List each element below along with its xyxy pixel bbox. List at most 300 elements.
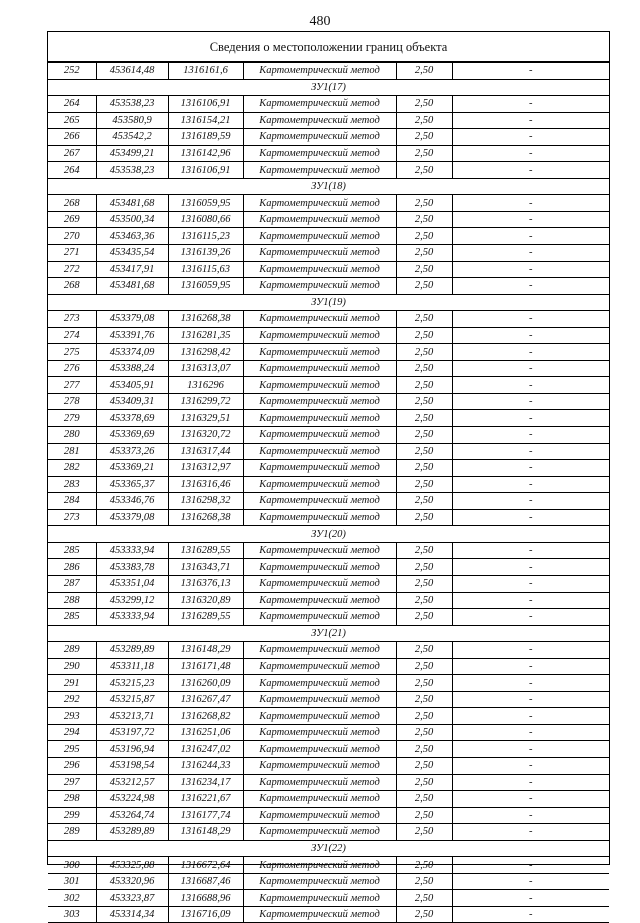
point-number-cell: 270 bbox=[48, 228, 96, 245]
table-row bbox=[48, 327, 609, 344]
extra-cell: - bbox=[452, 575, 609, 592]
table-row bbox=[48, 443, 609, 460]
table-row bbox=[48, 162, 609, 179]
table-row bbox=[48, 741, 609, 758]
y-coordinate-cell: 1316317,44 bbox=[168, 443, 243, 460]
y-coordinate-cell: 1316316,46 bbox=[168, 476, 243, 493]
method-cell: Картометрический метод bbox=[243, 112, 396, 129]
accuracy-cell: 2,50 bbox=[396, 443, 452, 460]
x-coordinate-cell: 453379,08 bbox=[96, 509, 168, 526]
y-coordinate-cell: 1316171,48 bbox=[168, 658, 243, 675]
method-cell: Картометрический метод bbox=[243, 824, 396, 841]
accuracy-cell: 2,50 bbox=[396, 757, 452, 774]
y-coordinate-cell: 1316289,55 bbox=[168, 609, 243, 626]
y-coordinate-cell: 1316177,74 bbox=[168, 807, 243, 824]
table-row bbox=[48, 592, 609, 609]
table-row bbox=[48, 724, 609, 741]
point-number-cell: 303 bbox=[48, 906, 96, 923]
point-number-cell: 278 bbox=[48, 393, 96, 410]
x-coordinate-cell: 453333,94 bbox=[96, 542, 168, 559]
y-coordinate-cell: 1316260,09 bbox=[168, 675, 243, 692]
accuracy-cell: 2,50 bbox=[396, 145, 452, 162]
accuracy-cell: 2,50 bbox=[396, 245, 452, 262]
extra-cell: - bbox=[452, 460, 609, 477]
table-row bbox=[48, 609, 609, 626]
method-cell: Картометрический метод bbox=[243, 757, 396, 774]
accuracy-cell: 2,50 bbox=[396, 476, 452, 493]
y-coordinate-cell: 1316688,96 bbox=[168, 890, 243, 907]
page-number: 480 bbox=[309, 14, 331, 29]
accuracy-cell: 2,50 bbox=[396, 493, 452, 510]
x-coordinate-cell: 453289,89 bbox=[96, 642, 168, 659]
extra-cell: - bbox=[452, 824, 609, 841]
point-number-cell: 272 bbox=[48, 261, 96, 278]
table-title: Сведения о местоположении границ объекта bbox=[48, 32, 609, 62]
accuracy-cell: 2,50 bbox=[396, 427, 452, 444]
x-coordinate-cell: 453379,08 bbox=[96, 311, 168, 328]
x-coordinate-cell: 453463,36 bbox=[96, 228, 168, 245]
table-row bbox=[48, 410, 609, 427]
accuracy-cell: 2,50 bbox=[396, 96, 452, 113]
x-coordinate-cell: 453213,71 bbox=[96, 708, 168, 725]
point-number-cell: 268 bbox=[48, 278, 96, 295]
extra-cell: - bbox=[452, 691, 609, 708]
extra-cell: - bbox=[452, 542, 609, 559]
extra-cell: - bbox=[452, 145, 609, 162]
table-row bbox=[48, 360, 609, 377]
y-coordinate-cell: 1316148,29 bbox=[168, 824, 243, 841]
y-coordinate-cell: 1316312,97 bbox=[168, 460, 243, 477]
y-coordinate-cell: 1316268,38 bbox=[168, 509, 243, 526]
accuracy-cell: 2,50 bbox=[396, 609, 452, 626]
point-number-cell: 266 bbox=[48, 129, 96, 146]
point-number-cell: 289 bbox=[48, 642, 96, 659]
extra-cell: - bbox=[452, 311, 609, 328]
accuracy-cell: 2,50 bbox=[396, 112, 452, 129]
y-coordinate-cell: 1316106,91 bbox=[168, 96, 243, 113]
extra-cell: - bbox=[452, 327, 609, 344]
point-number-cell: 285 bbox=[48, 609, 96, 626]
accuracy-cell: 2,50 bbox=[396, 658, 452, 675]
y-coordinate-cell: 1316320,89 bbox=[168, 592, 243, 609]
y-coordinate-cell: 1316115,63 bbox=[168, 261, 243, 278]
y-coordinate-cell: 1316189,59 bbox=[168, 129, 243, 146]
x-coordinate-cell: 453481,68 bbox=[96, 195, 168, 212]
x-coordinate-cell: 453197,72 bbox=[96, 724, 168, 741]
extra-cell: - bbox=[452, 344, 609, 361]
extra-cell: - bbox=[452, 509, 609, 526]
x-coordinate-cell: 453289,89 bbox=[96, 824, 168, 841]
x-coordinate-cell: 453378,69 bbox=[96, 410, 168, 427]
x-coordinate-cell: 453373,26 bbox=[96, 443, 168, 460]
extra-cell: - bbox=[452, 890, 609, 907]
table-row bbox=[48, 542, 609, 559]
method-cell: Картометрический метод bbox=[243, 278, 396, 295]
table-row bbox=[48, 757, 609, 774]
extra-cell: - bbox=[452, 245, 609, 262]
table-row bbox=[48, 493, 609, 510]
point-number-cell: 264 bbox=[48, 96, 96, 113]
point-number-cell: 298 bbox=[48, 791, 96, 808]
accuracy-cell: 2,50 bbox=[396, 592, 452, 609]
table-row bbox=[48, 393, 609, 410]
point-number-cell: 284 bbox=[48, 493, 96, 510]
accuracy-cell: 2,50 bbox=[396, 890, 452, 907]
extra-cell: - bbox=[452, 873, 609, 890]
method-cell: Картометрический метод bbox=[243, 443, 396, 460]
accuracy-cell: 2,50 bbox=[396, 559, 452, 576]
y-coordinate-cell: 1316106,91 bbox=[168, 162, 243, 179]
table-row bbox=[48, 575, 609, 592]
table-row bbox=[48, 873, 609, 890]
method-cell: Картометрический метод bbox=[243, 211, 396, 228]
method-cell: Картометрический метод bbox=[243, 360, 396, 377]
y-coordinate-cell: 1316059,95 bbox=[168, 278, 243, 295]
y-coordinate-cell: 1316244,33 bbox=[168, 757, 243, 774]
point-number-cell: 268 bbox=[48, 195, 96, 212]
point-number-cell: 267 bbox=[48, 145, 96, 162]
table-row bbox=[48, 460, 609, 477]
method-cell: Картометрический метод bbox=[243, 691, 396, 708]
method-cell: Картометрический метод bbox=[243, 642, 396, 659]
point-number-cell: 299 bbox=[48, 807, 96, 824]
accuracy-cell: 2,50 bbox=[396, 63, 452, 80]
point-number-cell: 301 bbox=[48, 873, 96, 890]
table-row bbox=[48, 807, 609, 824]
y-coordinate-cell: 1316268,38 bbox=[168, 311, 243, 328]
method-cell: Картометрический метод bbox=[243, 493, 396, 510]
x-coordinate-cell: 453580,9 bbox=[96, 112, 168, 129]
x-coordinate-cell: 453369,69 bbox=[96, 427, 168, 444]
table-row bbox=[48, 311, 609, 328]
method-cell: Картометрический метод bbox=[243, 476, 396, 493]
accuracy-cell: 2,50 bbox=[396, 393, 452, 410]
accuracy-cell: 2,50 bbox=[396, 278, 452, 295]
x-coordinate-cell: 453538,23 bbox=[96, 96, 168, 113]
x-coordinate-cell: 453212,57 bbox=[96, 774, 168, 791]
x-coordinate-cell: 453346,76 bbox=[96, 493, 168, 510]
point-number-cell: 300 bbox=[48, 857, 96, 874]
method-cell: Картометрический метод bbox=[243, 393, 396, 410]
method-cell: Картометрический метод bbox=[243, 857, 396, 874]
y-coordinate-cell: 1316329,51 bbox=[168, 410, 243, 427]
method-cell: Картометрический метод bbox=[243, 377, 396, 394]
x-coordinate-cell: 453299,12 bbox=[96, 592, 168, 609]
method-cell: Картометрический метод bbox=[243, 791, 396, 808]
x-coordinate-cell: 453405,91 bbox=[96, 377, 168, 394]
table-row bbox=[48, 261, 609, 278]
y-coordinate-cell: 1316115,23 bbox=[168, 228, 243, 245]
extra-cell: - bbox=[452, 791, 609, 808]
table-row bbox=[48, 658, 609, 675]
table-row bbox=[48, 129, 609, 146]
extra-cell: - bbox=[452, 807, 609, 824]
point-number-cell: 273 bbox=[48, 509, 96, 526]
method-cell: Картометрический метод bbox=[243, 890, 396, 907]
extra-cell: - bbox=[452, 195, 609, 212]
point-number-cell: 285 bbox=[48, 542, 96, 559]
extra-cell: - bbox=[452, 377, 609, 394]
group-label: ЗУ1(20) bbox=[48, 526, 609, 543]
method-cell: Картометрический метод bbox=[243, 675, 396, 692]
extra-cell: - bbox=[452, 261, 609, 278]
y-coordinate-cell: 1316716,09 bbox=[168, 906, 243, 923]
x-coordinate-cell: 453391,76 bbox=[96, 327, 168, 344]
point-number-cell: 288 bbox=[48, 592, 96, 609]
point-number-cell: 294 bbox=[48, 724, 96, 741]
extra-cell: - bbox=[452, 757, 609, 774]
accuracy-cell: 2,50 bbox=[396, 460, 452, 477]
method-cell: Картометрический метод bbox=[243, 906, 396, 923]
accuracy-cell: 2,50 bbox=[396, 509, 452, 526]
group-header-row bbox=[48, 79, 609, 96]
x-coordinate-cell: 453320,96 bbox=[96, 873, 168, 890]
group-header-row bbox=[48, 526, 609, 543]
point-number-cell: 291 bbox=[48, 675, 96, 692]
accuracy-cell: 2,50 bbox=[396, 195, 452, 212]
x-coordinate-cell: 453196,94 bbox=[96, 741, 168, 758]
table-row bbox=[48, 228, 609, 245]
accuracy-cell: 2,50 bbox=[396, 873, 452, 890]
extra-cell: - bbox=[452, 708, 609, 725]
y-coordinate-cell: 1316221,67 bbox=[168, 791, 243, 808]
table-row bbox=[48, 791, 609, 808]
x-coordinate-cell: 453614,48 bbox=[96, 63, 168, 80]
point-number-cell: 282 bbox=[48, 460, 96, 477]
y-coordinate-cell: 1316343,71 bbox=[168, 559, 243, 576]
x-coordinate-cell: 453323,87 bbox=[96, 890, 168, 907]
x-coordinate-cell: 453481,68 bbox=[96, 278, 168, 295]
point-number-cell: 293 bbox=[48, 708, 96, 725]
point-number-cell: 295 bbox=[48, 741, 96, 758]
table-row bbox=[48, 96, 609, 113]
group-label: ЗУ1(21) bbox=[48, 625, 609, 642]
x-coordinate-cell: 453374,09 bbox=[96, 344, 168, 361]
accuracy-cell: 2,50 bbox=[396, 162, 452, 179]
extra-cell: - bbox=[452, 96, 609, 113]
method-cell: Картометрический метод bbox=[243, 658, 396, 675]
y-coordinate-cell: 1316313,07 bbox=[168, 360, 243, 377]
accuracy-cell: 2,50 bbox=[396, 791, 452, 808]
accuracy-cell: 2,50 bbox=[396, 906, 452, 923]
method-cell: Картометрический метод bbox=[243, 708, 396, 725]
table-row bbox=[48, 708, 609, 725]
point-number-cell: 286 bbox=[48, 559, 96, 576]
table-row bbox=[48, 642, 609, 659]
x-coordinate-cell: 453388,24 bbox=[96, 360, 168, 377]
method-cell: Картометрический метод bbox=[243, 559, 396, 576]
y-coordinate-cell: 1316281,35 bbox=[168, 327, 243, 344]
x-coordinate-cell: 453264,74 bbox=[96, 807, 168, 824]
y-coordinate-cell: 1316247,02 bbox=[168, 741, 243, 758]
method-cell: Картометрический метод bbox=[243, 261, 396, 278]
accuracy-cell: 2,50 bbox=[396, 211, 452, 228]
method-cell: Картометрический метод bbox=[243, 245, 396, 262]
x-coordinate-cell: 453351,04 bbox=[96, 575, 168, 592]
method-cell: Картометрический метод bbox=[243, 63, 396, 80]
table-row bbox=[48, 675, 609, 692]
extra-cell: - bbox=[452, 493, 609, 510]
table-row bbox=[48, 195, 609, 212]
point-number-cell: 279 bbox=[48, 410, 96, 427]
accuracy-cell: 2,50 bbox=[396, 824, 452, 841]
extra-cell: - bbox=[452, 162, 609, 179]
method-cell: Картометрический метод bbox=[243, 145, 396, 162]
y-coordinate-cell: 1316376,13 bbox=[168, 575, 243, 592]
y-coordinate-cell: 1316080,66 bbox=[168, 211, 243, 228]
x-coordinate-cell: 453215,87 bbox=[96, 691, 168, 708]
accuracy-cell: 2,50 bbox=[396, 691, 452, 708]
point-number-cell: 296 bbox=[48, 757, 96, 774]
point-number-cell: 287 bbox=[48, 575, 96, 592]
extra-cell: - bbox=[452, 774, 609, 791]
y-coordinate-cell: 1316299,72 bbox=[168, 393, 243, 410]
group-header-row bbox=[48, 178, 609, 195]
coordinates-table bbox=[48, 62, 609, 923]
x-coordinate-cell: 453369,21 bbox=[96, 460, 168, 477]
group-header-row bbox=[48, 840, 609, 857]
x-coordinate-cell: 453314,34 bbox=[96, 906, 168, 923]
extra-cell: - bbox=[452, 559, 609, 576]
accuracy-cell: 2,50 bbox=[396, 344, 452, 361]
x-coordinate-cell: 453333,94 bbox=[96, 609, 168, 626]
x-coordinate-cell: 453224,98 bbox=[96, 791, 168, 808]
group-label: ЗУ1(22) bbox=[48, 840, 609, 857]
point-number-cell: 283 bbox=[48, 476, 96, 493]
method-cell: Картометрический метод bbox=[243, 427, 396, 444]
accuracy-cell: 2,50 bbox=[396, 741, 452, 758]
y-coordinate-cell: 1316161,6 bbox=[168, 63, 243, 80]
x-coordinate-cell: 453383,78 bbox=[96, 559, 168, 576]
method-cell: Картометрический метод bbox=[243, 774, 396, 791]
y-coordinate-cell: 1316672,64 bbox=[168, 857, 243, 874]
x-coordinate-cell: 453365,37 bbox=[96, 476, 168, 493]
point-number-cell: 275 bbox=[48, 344, 96, 361]
point-number-cell: 297 bbox=[48, 774, 96, 791]
table-row bbox=[48, 476, 609, 493]
point-number-cell: 264 bbox=[48, 162, 96, 179]
extra-cell: - bbox=[452, 129, 609, 146]
y-coordinate-cell: 1316148,29 bbox=[168, 642, 243, 659]
method-cell: Картометрический метод bbox=[243, 542, 396, 559]
point-number-cell: 302 bbox=[48, 890, 96, 907]
y-coordinate-cell: 1316298,42 bbox=[168, 344, 243, 361]
accuracy-cell: 2,50 bbox=[396, 542, 452, 559]
x-coordinate-cell: 453499,21 bbox=[96, 145, 168, 162]
y-coordinate-cell: 1316139,26 bbox=[168, 245, 243, 262]
accuracy-cell: 2,50 bbox=[396, 724, 452, 741]
group-label: ЗУ1(19) bbox=[48, 294, 609, 311]
method-cell: Картометрический метод bbox=[243, 609, 396, 626]
point-number-cell: 273 bbox=[48, 311, 96, 328]
group-header-row bbox=[48, 625, 609, 642]
y-coordinate-cell: 1316142,96 bbox=[168, 145, 243, 162]
extra-cell: - bbox=[452, 675, 609, 692]
y-coordinate-cell: 1316296 bbox=[168, 377, 243, 394]
table-row bbox=[48, 377, 609, 394]
method-cell: Картометрический метод bbox=[243, 807, 396, 824]
method-cell: Картометрический метод bbox=[243, 873, 396, 890]
accuracy-cell: 2,50 bbox=[396, 327, 452, 344]
method-cell: Картометрический метод bbox=[243, 460, 396, 477]
extra-cell: - bbox=[452, 228, 609, 245]
y-coordinate-cell: 1316687,46 bbox=[168, 873, 243, 890]
table-row bbox=[48, 691, 609, 708]
method-cell: Картометрический метод bbox=[243, 592, 396, 609]
group-header-row bbox=[48, 294, 609, 311]
method-cell: Картометрический метод bbox=[243, 311, 396, 328]
x-coordinate-cell: 453542,2 bbox=[96, 129, 168, 146]
accuracy-cell: 2,50 bbox=[396, 311, 452, 328]
extra-cell: - bbox=[452, 592, 609, 609]
point-number-cell: 274 bbox=[48, 327, 96, 344]
extra-cell: - bbox=[452, 360, 609, 377]
x-coordinate-cell: 453500,34 bbox=[96, 211, 168, 228]
accuracy-cell: 2,50 bbox=[396, 774, 452, 791]
point-number-cell: 271 bbox=[48, 245, 96, 262]
method-cell: Картометрический метод bbox=[243, 96, 396, 113]
table-row bbox=[48, 509, 609, 526]
extra-cell: - bbox=[452, 724, 609, 741]
y-coordinate-cell: 1316320,72 bbox=[168, 427, 243, 444]
accuracy-cell: 2,50 bbox=[396, 360, 452, 377]
method-cell: Картометрический метод bbox=[243, 575, 396, 592]
group-label: ЗУ1(17) bbox=[48, 79, 609, 96]
accuracy-cell: 2,50 bbox=[396, 575, 452, 592]
y-coordinate-cell: 1316251,06 bbox=[168, 724, 243, 741]
y-coordinate-cell: 1316154,21 bbox=[168, 112, 243, 129]
table-row bbox=[48, 559, 609, 576]
y-coordinate-cell: 1316289,55 bbox=[168, 542, 243, 559]
method-cell: Картометрический метод bbox=[243, 724, 396, 741]
extra-cell: - bbox=[452, 427, 609, 444]
extra-cell: - bbox=[452, 476, 609, 493]
extra-cell: - bbox=[452, 658, 609, 675]
method-cell: Картометрический метод bbox=[243, 195, 396, 212]
table-row bbox=[48, 774, 609, 791]
extra-cell: - bbox=[452, 741, 609, 758]
accuracy-cell: 2,50 bbox=[396, 261, 452, 278]
point-number-cell: 269 bbox=[48, 211, 96, 228]
x-coordinate-cell: 453409,31 bbox=[96, 393, 168, 410]
x-coordinate-cell: 453435,54 bbox=[96, 245, 168, 262]
method-cell: Картометрический метод bbox=[243, 129, 396, 146]
table-row bbox=[48, 112, 609, 129]
accuracy-cell: 2,50 bbox=[396, 129, 452, 146]
extra-cell: - bbox=[452, 278, 609, 295]
extra-cell: - bbox=[452, 857, 609, 874]
extra-cell: - bbox=[452, 609, 609, 626]
y-coordinate-cell: 1316267,47 bbox=[168, 691, 243, 708]
y-coordinate-cell: 1316268,82 bbox=[168, 708, 243, 725]
extra-cell: - bbox=[452, 642, 609, 659]
extra-cell: - bbox=[452, 410, 609, 427]
point-number-cell: 281 bbox=[48, 443, 96, 460]
x-coordinate-cell: 453538,23 bbox=[96, 162, 168, 179]
method-cell: Картометрический метод bbox=[243, 410, 396, 427]
extra-cell: - bbox=[452, 112, 609, 129]
accuracy-cell: 2,50 bbox=[396, 857, 452, 874]
boundary-table-sheet bbox=[47, 31, 610, 921]
point-number-cell: 280 bbox=[48, 427, 96, 444]
method-cell: Картометрический метод bbox=[243, 162, 396, 179]
point-number-cell: 289 bbox=[48, 824, 96, 841]
accuracy-cell: 2,50 bbox=[396, 807, 452, 824]
method-cell: Картометрический метод bbox=[243, 741, 396, 758]
point-number-cell: 265 bbox=[48, 112, 96, 129]
table-row bbox=[48, 906, 609, 923]
accuracy-cell: 2,50 bbox=[396, 228, 452, 245]
